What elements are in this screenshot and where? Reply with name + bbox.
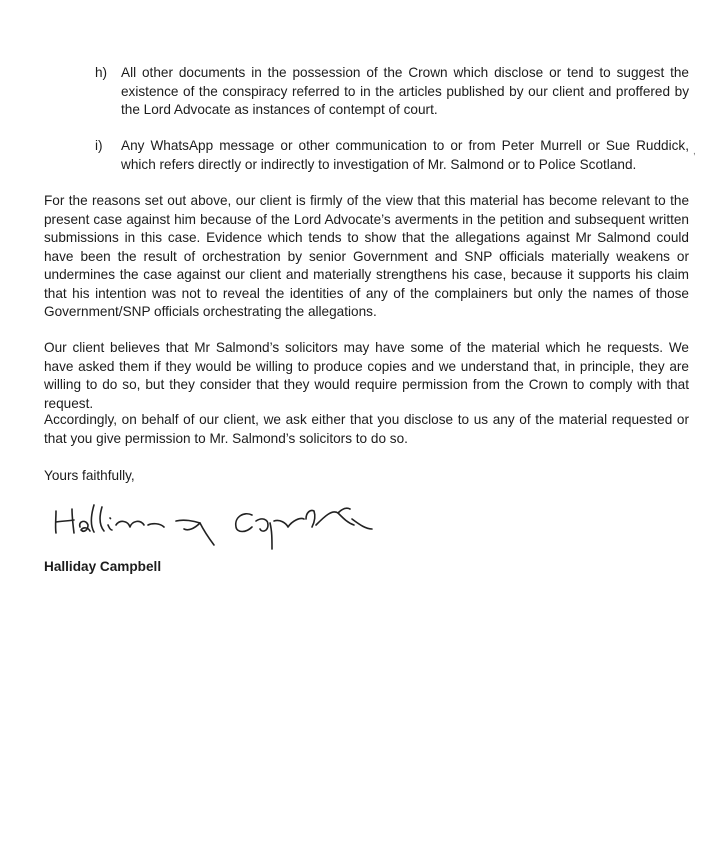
list-marker: i)	[95, 138, 103, 153]
scan-speck: ,	[693, 146, 696, 157]
paragraph-reasons: For the reasons set out above, our client is firmly of the view that this material has become relevant to the present case against him because of the Lord Advocate’s averments in the petition and subsequent written submissions in this case. Evidence which tends to show that the allegations against Mr Salmond could have been the result of orchestration by senior Government and SNP officials materially weakens or undermines the case against our client and materially strengthens his case, because it supports his claim that his intention was not to reveal the identities of any of the complainers but only the names of those Government/SNP officials orchestrating the allegations.	[44, 193, 689, 319]
handwritten-signature	[44, 497, 384, 557]
signatory-name: Halliday Campbell	[44, 559, 162, 574]
list-item-text: All other documents in the possession of the Crown which disclose or tend to suggest the existence of the conspiracy referred to in the articles published by our client and proffered by the Lord Advocate as instances of contempt of court.	[121, 65, 689, 117]
list-marker: h)	[95, 65, 108, 80]
closing-salutation: Yours faithfully,	[44, 468, 135, 483]
paragraph-request: Accordingly, on behalf of our client, we ask either that you disclose to us any of the material requested or that you give permission to Mr. Salmond’s solicitors to do so.	[44, 412, 689, 446]
paragraph-solicitors: Our client believes that Mr Salmond’s solicitors may have some of the material which he requests. We have asked them if they would be willing to produce copies and we understand that, in principle, they are willing to do so, but they consider that they would require permission from the Crown to comply with that request.	[44, 340, 689, 411]
list-item-text: Any WhatsApp message or other communication to or from Peter Murrell or Sue Ruddick, which refers directly or indirectly to investigation of Mr. Salmond or to Police Scotland.	[121, 138, 689, 172]
